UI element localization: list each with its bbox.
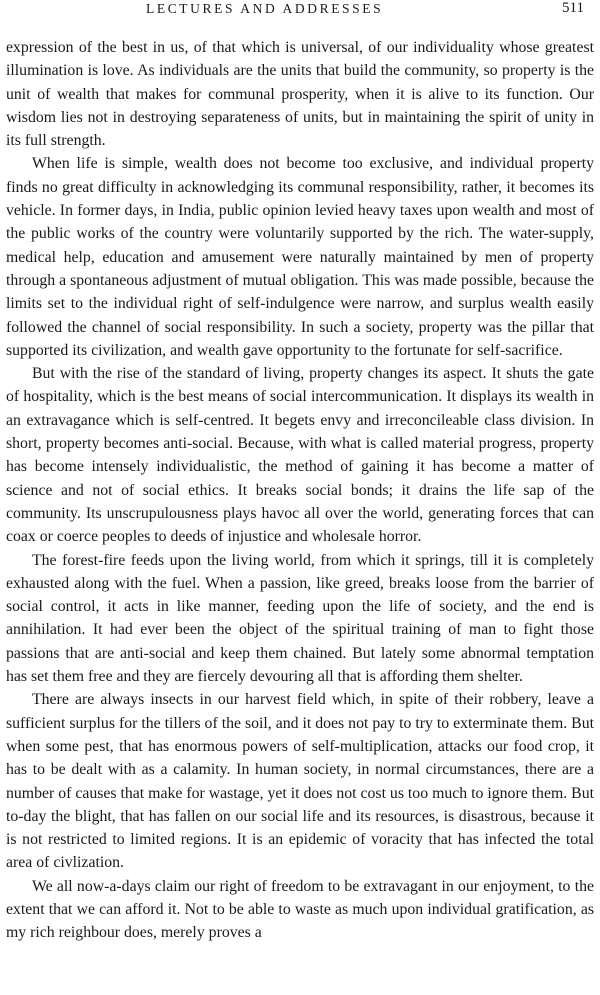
- running-title: LECTURES AND ADDRESSES: [146, 1, 384, 16]
- body-text: [6, 36, 594, 945]
- paragraph: The forest-fire feeds upon the living world, from which it springs, till it is completely exhausted along with the fuel. When a passion, like greed, breaks loose from the barrier of social control, it acts in like manner, feeding upon the life of society, and the end is annihilation. It had ever been the object of the spiritual training of man to fight those passions that are anti-social and keep them chained. But lately some abnormal temptation has set them free and they are fiercely devouring all that is affording them shelter.: [6, 551, 594, 686]
- paragraph: When life is simple, wealth does not become too exclusive, and individual property finds no great difficulty in acknowledging its communal responsibility, rather, it becomes its vehicle. In former days, in India, public opinion levied heavy taxes upon wealth and most of the public works of the country were voluntarily supported by the rich. The water-supply, medical help, education and amusement were naturally maintained by men of property through a spontaneous adjustment of mutual obligation. This was made possible, because the limits set to the individual right of self-indulgence were narrow, and surplus wealth easily followed the channel of social responsibility. In such a society, property was the pillar that supported its civilization, and wealth gave opportunity to the fortunate for self-sacrifice.: [6, 155, 594, 359]
- paragraph: But with the rise of the standard of living, property changes its aspect. It shuts the gate of hospitality, which is the best means of social intercommunication. It displays its wealth in an extravagance which is self-centred. It begets envy and irreconcileable class division. In short, property becomes anti-social. Because, with what is called material progress, property has become intensely individualistic, the method of gaining it has become a matter of science and not of social ethics. It breaks social bonds; it drains the life sap of the community. Its unscrupulousness plays havoc all over the world, generating forces that can coax or coerce peoples to deeds of injustice and wholesale horror.: [6, 365, 594, 546]
- paragraph: There are always insects in our harvest field which, in spite of their robbery, leave a sufficient surplus for the tillers of the soil, and it does not pay to try to exterminate them. But when some pest, that has enormous powers of self-multiplication, attacks our food crop, it has to be dealt with as a calamity. In human society, in normal circumstances, there are a number of causes that make for wastage, yet it does not cost us too much to ignore them. But to-day the blight, that has fallen on our social life and its resources, is disastrous, because it is not restricted to limited regions. It is an epidemic of voracity that has infected the total area of civlization.: [6, 691, 594, 872]
- running-head: [6, 0, 594, 22]
- paragraph-continued: expression of the best in us, of that which is universal, of our individuality whose greatest illumination is love. As individuals are the units that build the community, so property is the unit of wealth that makes for communal prosperity, when it is alive to its function. Our wisdom lies not in destroying separateness of units, but in maintaining the spirit of unity in its full strength.: [6, 39, 594, 150]
- paragraph: We all now-a-days claim our right of freedom to be extravagant in our enjoyment, to the extent that we can afford it. Not to be able to waste as much upon individual gratification, as my rich reighbour does, merely proves a: [6, 877, 594, 942]
- page-number: 511: [562, 0, 584, 16]
